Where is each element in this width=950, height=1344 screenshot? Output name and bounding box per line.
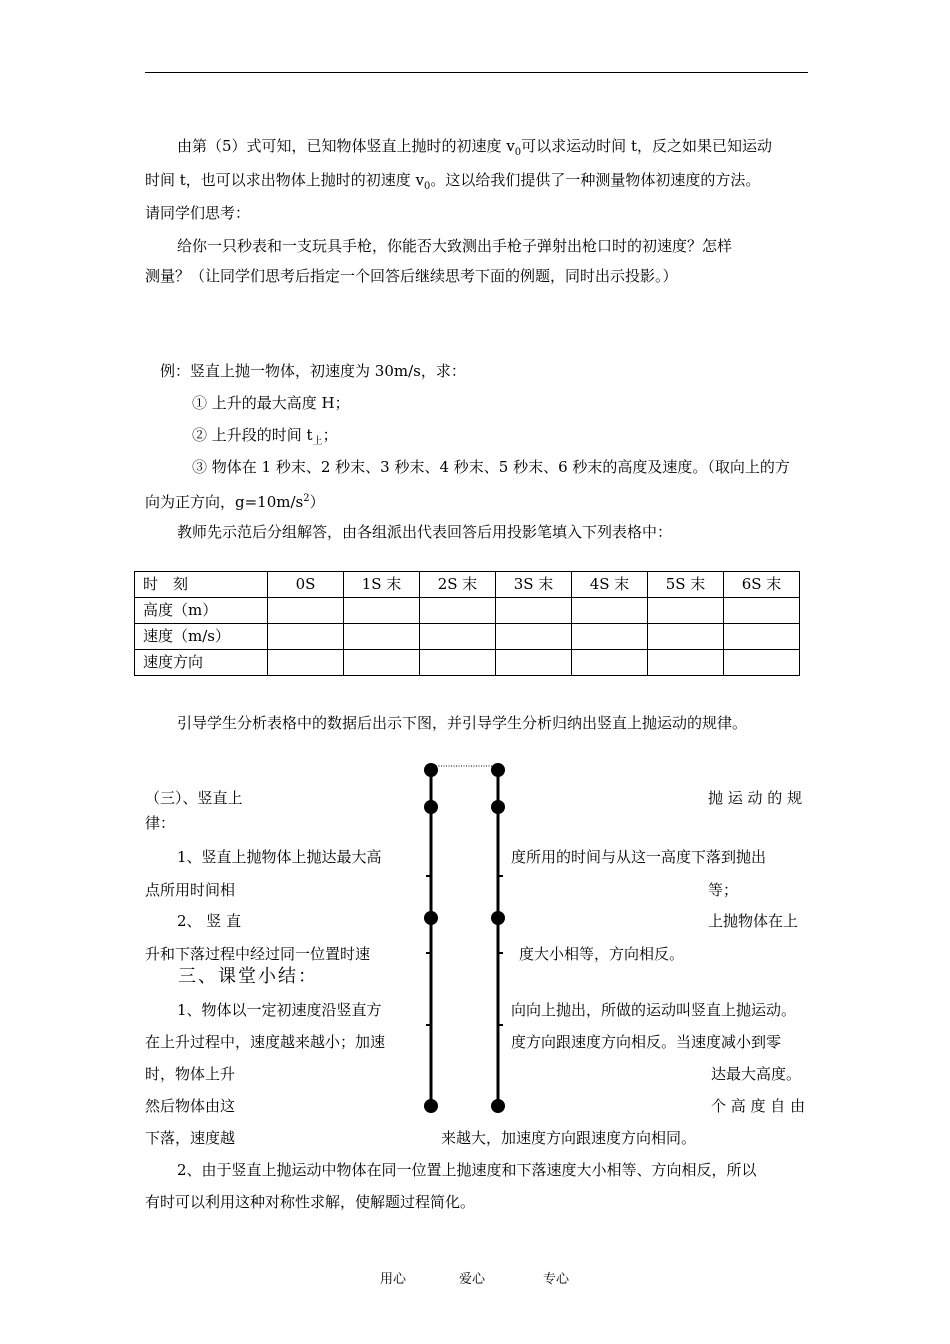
summary-p1-line2-left: 在上升过程中，速度越来越小；加速 xyxy=(145,1033,386,1051)
table-cell xyxy=(648,624,724,650)
example-item-3-line2: 向为正方向，$g=10m/s^2$） xyxy=(145,493,325,511)
table-cell xyxy=(420,598,496,624)
summary-p2-line1: 2、由于竖直上抛运动中物体在同一位置上抛速度和下落速度大小相等、方向相反，所以 xyxy=(177,1161,757,1179)
table-cell xyxy=(496,624,572,650)
table-cell xyxy=(572,624,648,650)
table-cell xyxy=(648,598,724,624)
table-header-cell: 时 刻 xyxy=(135,572,268,598)
dot-down-3 xyxy=(491,911,505,925)
header-rule xyxy=(145,72,808,73)
summary-p1-line3-left: 时，物体上升 xyxy=(145,1065,236,1083)
table-header-cell: 4S 末 xyxy=(572,572,648,598)
summary-p1-line1-left: 1、物体以一定初速度沿竖直方 xyxy=(177,1001,382,1019)
summary-p1-line2-right: 度方向跟速度方向相反。当速度减小到零 xyxy=(511,1033,782,1051)
teacher-note: 教师先示范后分组解答，由各组派出代表回答后用投影笔填入下列表格中： xyxy=(177,523,673,541)
dot-up-top xyxy=(424,763,438,777)
example-item-1: ① 上升的最大高度 H； xyxy=(192,394,350,412)
table-cell xyxy=(572,650,648,676)
table-cell xyxy=(648,650,724,676)
table-row-label: 速度方向 xyxy=(135,650,268,676)
table-cell xyxy=(420,624,496,650)
table-cell xyxy=(724,598,800,624)
summary-heading: 三、课堂小结： xyxy=(178,966,318,987)
summary-p1-line5-right: 来越大，加速度方向跟速度方向相同。 xyxy=(441,1129,697,1147)
table-row-label: 速度（m/s） xyxy=(135,624,268,650)
example-item-3-line1: ③ 物体在 1 秒末、2 秒末、3 秒末、4 秒末、5 秒末、6 秒末的高度及速度。（取向上的方 xyxy=(192,458,790,476)
table-header-row xyxy=(135,572,800,598)
example-item-2: ② 上升段的时间 $t_上$； xyxy=(192,426,338,447)
dot-down-2 xyxy=(491,800,505,814)
summary-p1-line5-left: 下落，速度越 xyxy=(145,1129,236,1147)
table-cell xyxy=(496,650,572,676)
example-intro: 例：竖直上抛一物体，初速度为 30m/s，求： xyxy=(160,362,466,380)
summary-p1-line4-right: 个 高 度 自 由 xyxy=(711,1097,806,1115)
rule2-right: 上抛物体在上 xyxy=(708,912,799,930)
rule1-right: 度所用的时间与从这一高度下落到抛出 xyxy=(511,848,767,866)
rule1-line2-right: 等； xyxy=(708,881,739,899)
table-cell xyxy=(572,598,648,624)
para1-line3: 请同学们思考： xyxy=(145,204,251,222)
summary-p1-line3-right: 达最大高度。 xyxy=(711,1065,802,1083)
table-cell xyxy=(344,650,420,676)
data-table xyxy=(134,571,800,676)
table-cell xyxy=(268,624,344,650)
table-row xyxy=(135,598,800,624)
table-cell xyxy=(496,598,572,624)
table-cell xyxy=(724,650,800,676)
para1-line1: 由第（5）式可知，已知物体竖直上抛时的初速度 $v_0$可以求运动时间 t，反之如果已知运动 xyxy=(177,137,772,158)
summary-p2-line2: 有时可以利用这种对称性求解，使解题过程简化。 xyxy=(145,1193,476,1211)
table-cell xyxy=(268,598,344,624)
rule2-line2-left: 升和下落过程中经过同一位置时速 xyxy=(145,945,371,963)
summary-p1-line1-right: 向向上抛出，所做的运动叫竖直上抛运动。 xyxy=(511,1001,797,1019)
para2-line1: 给你一只秒表和一支玩具手枪，你能否大致测出手枪子弹射出枪口时的初速度？怎样 xyxy=(177,237,733,255)
para2-line2: 测量？（让同学们思考后指定一个回答后继续思考下面的例题，同时出示投影。） xyxy=(145,267,678,285)
table-header-cell: 1S 末 xyxy=(344,572,420,598)
table-header-cell: 6S 末 xyxy=(724,572,800,598)
footer-text-2: 爱心 xyxy=(459,1272,486,1287)
table-header-cell: 0S xyxy=(268,572,344,598)
table-header-cell: 3S 末 xyxy=(496,572,572,598)
table-cell xyxy=(344,598,420,624)
rule2-left: 2、 竖 直 xyxy=(177,912,242,930)
para1-line2: 时间 t，也可以求出物体上抛时的初速度 $v_0$。这以给我们提供了一种测量物体初速度的方法。 xyxy=(145,171,761,192)
footer-text-3: 专心 xyxy=(543,1272,570,1287)
table-header-cell: 5S 末 xyxy=(648,572,724,598)
dot-up-bottom xyxy=(424,1099,438,1113)
vertical-throw-diagram xyxy=(420,760,515,1115)
rule1-line2-left: 点所用时间相 xyxy=(145,881,236,899)
dot-down-bottom xyxy=(491,1099,505,1113)
rule1-left: 1、竖直上抛物体上抛达最大高 xyxy=(177,848,382,866)
section3-title-right: 抛 运 动 的 规 xyxy=(708,789,803,807)
footer-text-1: 用心 xyxy=(380,1272,407,1287)
table-row-label: 高度（m） xyxy=(135,598,268,624)
table-cell xyxy=(420,650,496,676)
dot-down-top xyxy=(491,763,505,777)
dot-up-2 xyxy=(424,800,438,814)
table-cell xyxy=(724,624,800,650)
guide-text: 引导学生分析表格中的数据后出示下图，并引导学生分析归纳出竖直上抛运动的规律。 xyxy=(177,714,748,732)
dot-up-3 xyxy=(424,911,438,925)
section3-title-line2: 律： xyxy=(145,814,176,832)
section3-title-left: （三）、竖直上 xyxy=(145,789,243,807)
summary-p1-line4-left: 然后物体由这 xyxy=(145,1097,236,1115)
table-row xyxy=(135,624,800,650)
table-cell xyxy=(344,624,420,650)
table-header-cell: 2S 末 xyxy=(420,572,496,598)
table-cell xyxy=(268,650,344,676)
rule2-line2-right: 度大小相等，方向相反。 xyxy=(519,945,685,963)
table-row xyxy=(135,650,800,676)
